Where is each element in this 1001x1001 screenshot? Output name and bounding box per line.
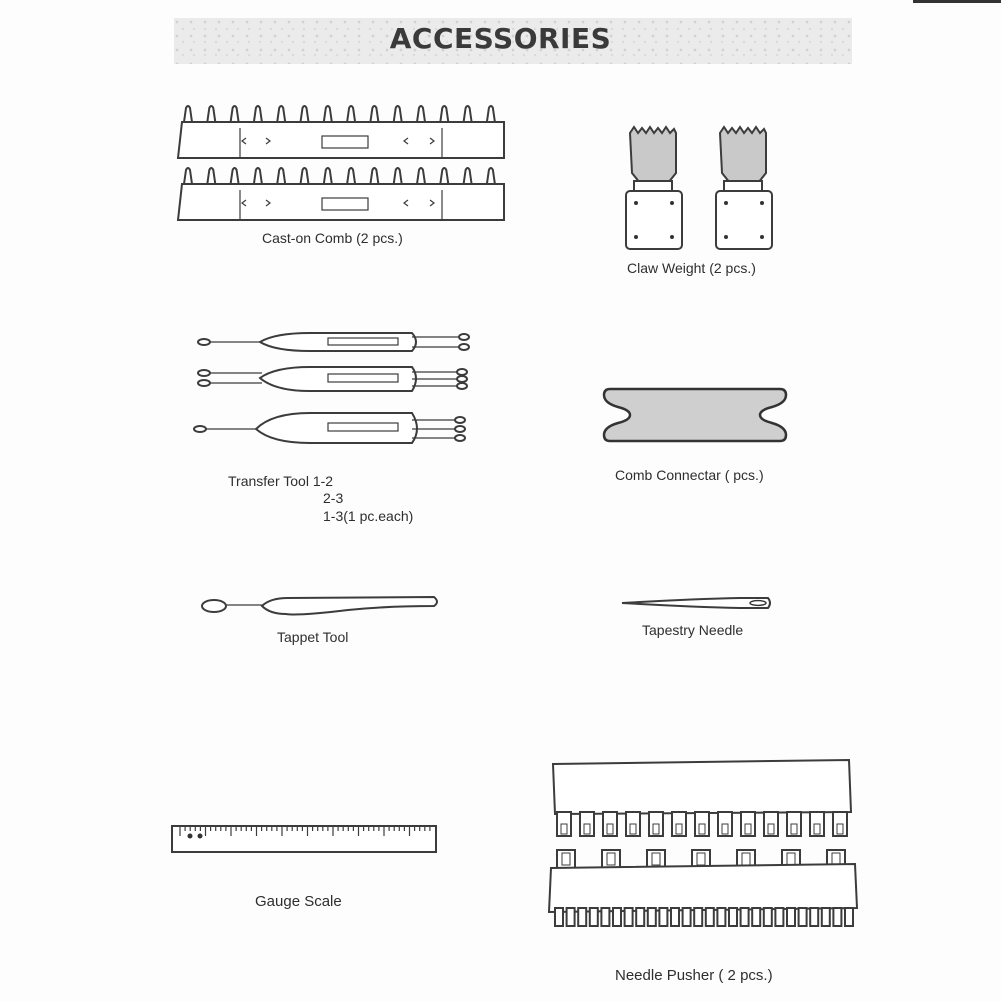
- transfer-tool-caption-line3: 1-3(1 pc.each): [323, 508, 414, 524]
- needle-pusher-illustration: [545, 758, 860, 938]
- gauge-scale-caption: Gauge Scale: [255, 893, 342, 910]
- gauge-scale-illustration: [170, 822, 440, 858]
- comb-connector-illustration: [600, 385, 790, 445]
- page-title: ACCESSORIES: [389, 22, 612, 55]
- claw-weight-illustration: [620, 125, 780, 255]
- tappet-tool-caption: Tappet Tool: [277, 629, 349, 645]
- cast-on-comb-caption: Cast-on Comb (2 pcs.): [262, 230, 403, 246]
- cast-on-comb-illustration: [170, 100, 510, 225]
- claw-weight-caption: Claw Weight (2 pcs.): [627, 260, 756, 276]
- top-edge-line: [913, 0, 1001, 3]
- tapestry-needle-illustration: [620, 594, 775, 614]
- comb-connector-caption: Comb Connectar ( pcs.): [615, 467, 764, 483]
- transfer-tool-caption-line2: 2-3: [323, 490, 344, 506]
- tappet-tool-illustration: [198, 592, 443, 622]
- needle-pusher-caption: Needle Pusher ( 2 pcs.): [615, 967, 773, 984]
- transfer-tool-illustration: [190, 325, 480, 450]
- transfer-tool-caption-line1: Transfer Tool 1-2: [228, 473, 334, 489]
- tapestry-needle-caption: Tapestry Needle: [642, 622, 744, 638]
